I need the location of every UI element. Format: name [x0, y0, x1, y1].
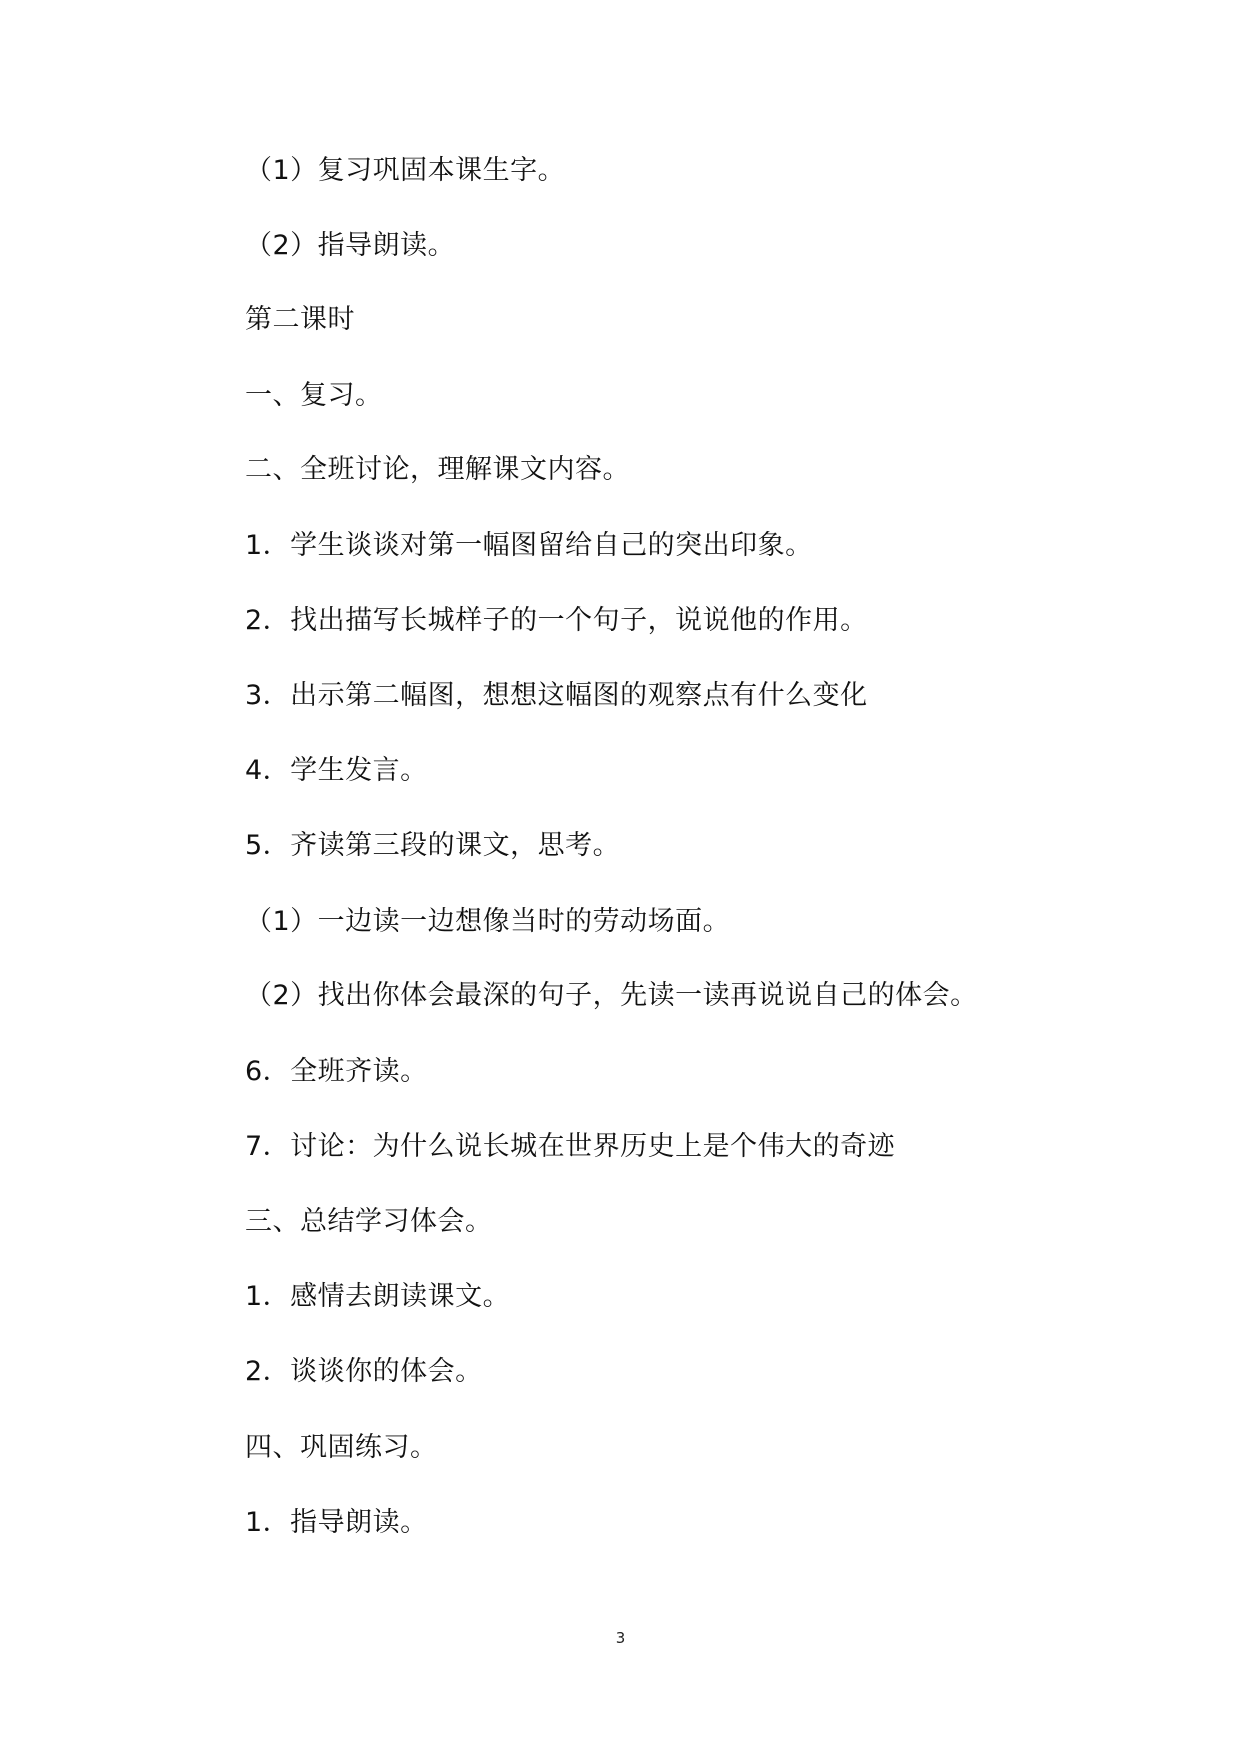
text-line: （1）一边读一边想像当时的劳动场面。 [245, 906, 731, 937]
text-line: 4．学生发言。 [245, 755, 428, 786]
text-line: 7．讨论：为什么说长城在世界历史上是个伟大的奇迹 [245, 1131, 896, 1162]
text-line: 1．学生谈谈对第一幅图留给自己的突出印象。 [245, 530, 813, 561]
text-line: 6．全班齐读。 [245, 1056, 428, 1087]
text-line: （2）指导朗读。 [245, 230, 456, 261]
text-line: 2．找出描写长城样子的一个句子，说说他的作用。 [245, 605, 868, 636]
text-line: 3．出示第二幅图，想想这幅图的观察点有什么变化 [245, 680, 868, 711]
text-line: （2）找出你体会最深的句子，先读一读再说说自己的体会。 [245, 980, 978, 1011]
text-line: 四、巩固练习。 [245, 1432, 438, 1463]
text-line: 二、全班讨论，理解课文内容。 [245, 454, 630, 485]
text-line: （1）复习巩固本课生字。 [245, 155, 566, 186]
section-heading: 第二课时 [245, 304, 355, 335]
text-line: 2．谈谈你的体会。 [245, 1356, 483, 1387]
text-line: 1．感情去朗读课文。 [245, 1281, 511, 1312]
text-line: 三、总结学习体会。 [245, 1206, 493, 1237]
text-line: 1．指导朗读。 [245, 1507, 428, 1538]
page-number: 3 [615, 1629, 626, 1647]
text-line: 一、复习。 [245, 380, 383, 411]
text-line: 5．齐读第三段的课文，思考。 [245, 830, 621, 861]
